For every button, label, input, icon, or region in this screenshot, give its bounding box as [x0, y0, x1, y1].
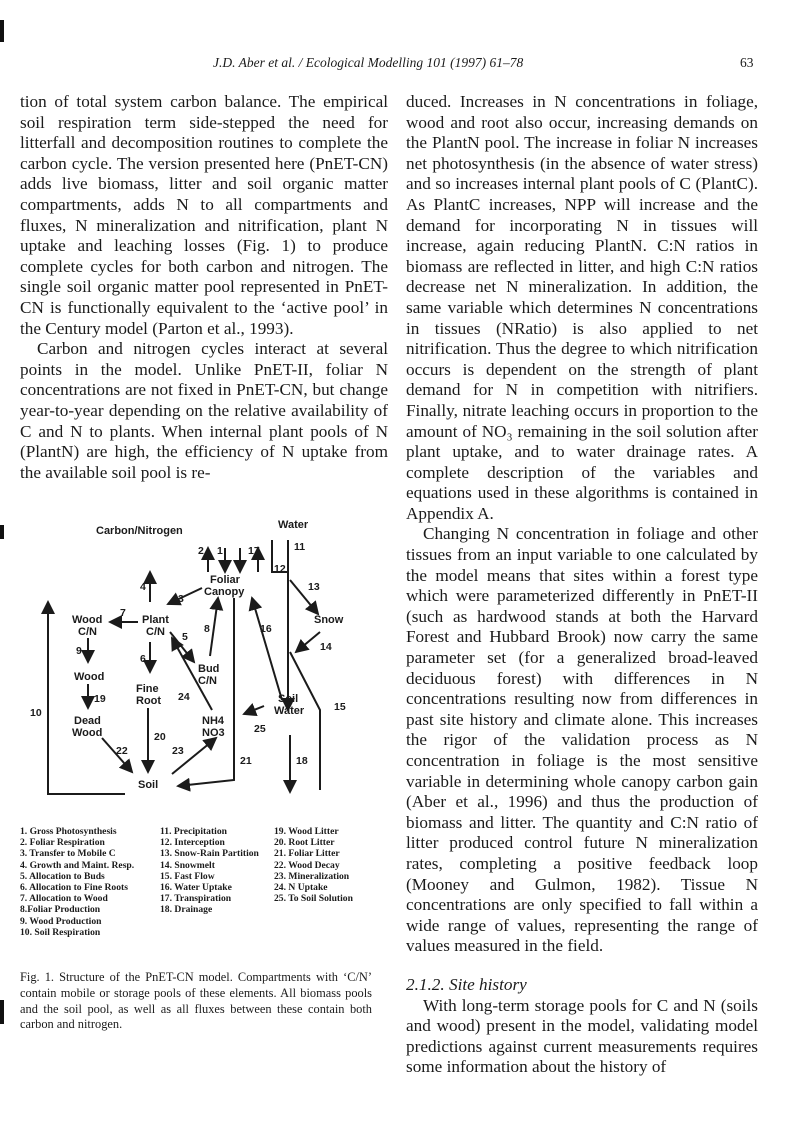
- svg-text:18: 18: [296, 755, 308, 767]
- legend-item: 21. Foliar Litter: [274, 848, 340, 860]
- legend-item: 2. Foliar Respiration: [20, 837, 105, 849]
- label-wood-cn-1: Wood: [72, 614, 103, 626]
- svg-text:24: 24: [178, 691, 190, 703]
- legend-item: 3. Transfer to Mobile C: [20, 848, 116, 860]
- legend-item: 19. Wood Litter: [274, 826, 339, 837]
- legend-col-1: [20, 826, 134, 938]
- svg-text:22: 22: [116, 745, 128, 757]
- scan-edge-mark: [0, 525, 4, 539]
- label-canopy: Canopy: [204, 586, 245, 598]
- svg-text:19: 19: [94, 693, 106, 705]
- arrow-3: [168, 588, 202, 604]
- svg-text:15: 15: [334, 701, 346, 713]
- svg-text:4: 4: [140, 581, 146, 593]
- label-snow: Snow: [314, 614, 344, 626]
- legend-item: 10. Soil Respiration: [20, 926, 101, 938]
- label-plant-cn-1: Plant: [142, 614, 169, 626]
- svg-text:11: 11: [294, 541, 306, 553]
- svg-text:9: 9: [76, 645, 82, 657]
- figure-caption: Fig. 1. Structure of the PnET-CN model. Compartments with ‘C/N’ contain mobile or storage pools of these elements. All biomass pools and the soil pool, as well as all fluxes between these contain both carbon and nitrogen.: [20, 970, 372, 1032]
- arrow-15: [290, 652, 320, 790]
- left-column: [20, 92, 388, 483]
- page-number: 63: [740, 55, 754, 70]
- legend-item: 5. Allocation to Buds: [20, 870, 105, 882]
- legend-item: 13. Snow-Rain Partition: [160, 848, 259, 860]
- arrow-8: [210, 598, 218, 656]
- legend-item: 12. Interception: [160, 837, 225, 849]
- label-wood-cn-2: C/N: [78, 626, 97, 638]
- svg-text:10: 10: [30, 707, 42, 719]
- legend-item: 7. Allocation to Wood: [20, 893, 108, 905]
- svg-text:17: 17: [248, 545, 260, 557]
- right-paragraph-2: Changing N concentration in foliage and other tissues from an input variable to one calculated by the model means that sites within a forest type which were parameterized differently in PnET-II (such as hardwood stands at both the Harvard Forest and Hubbard Brook) now carry the same parameter set (for a generalized broad-leaved deciduous forest) with differences in N concentrations resulting now from differences in past site history and climate alone. This increases the rigor of the validation process as N concentration in foliage is the most sensitive variable in determining whole canopy carbon gain (Aber et al., 1996) and thus the production of biomass and litter. The quantity and C:N ratio of litter produced control future N mineralization rates, completing a positive feedback loop (Mooney and Gulmon, 1982). Tissue N concentrations are only specified to fall within a wide range of values, representing the range of values measured in the field.: [406, 524, 758, 956]
- label-soil-water-2: Water: [274, 705, 305, 717]
- label-foliar: Foliar: [210, 574, 240, 586]
- label-dead-wood: Wood: [72, 727, 103, 739]
- label-no3: NO3: [202, 727, 225, 739]
- legend-item: 14. Snowmelt: [160, 859, 215, 871]
- legend-item: 25. To Soil Solution: [274, 893, 353, 905]
- figure-legend: [20, 826, 372, 951]
- legend-item: 24. N Uptake: [274, 882, 328, 894]
- legend-item: 17. Transpiration: [160, 893, 232, 905]
- svg-text:6: 6: [140, 653, 146, 665]
- label-fine: Fine: [136, 683, 159, 695]
- label-bud-2: C/N: [198, 675, 217, 687]
- legend-item: 6. Allocation to Fine Roots: [20, 882, 128, 894]
- svg-text:14: 14: [320, 641, 332, 653]
- label-nh4: NH4: [202, 715, 225, 727]
- legend-col-2: [160, 826, 259, 916]
- scan-edge-mark: [0, 1000, 4, 1024]
- legend-item: 23. Mineralization: [274, 870, 350, 882]
- legend-item: 20. Root Litter: [274, 837, 335, 849]
- legend-item: 18. Drainage: [160, 904, 213, 916]
- arrow-25: [244, 706, 264, 714]
- right-column: [406, 92, 758, 1078]
- pnet-cn-diagram: [20, 510, 372, 810]
- arrow-14: [296, 632, 320, 652]
- section-heading: 2.1.2. Site history: [406, 974, 527, 994]
- label-dead: Dead: [74, 715, 101, 727]
- legend-item: 16. Water Uptake: [160, 882, 232, 894]
- running-header: [0, 55, 804, 75]
- svg-text:7: 7: [120, 607, 126, 619]
- legend-item: 1. Gross Photosynthesis: [20, 826, 117, 837]
- svg-text:16: 16: [260, 623, 272, 635]
- svg-text:25: 25: [254, 723, 266, 735]
- legend-item: 9. Wood Production: [20, 915, 102, 927]
- right-paragraph-1: duced. Increases in N concentrations in foliage, wood and root also occur, increasing demands on the PlantN pool. The increase in foliar N increases net photosynthesis (in the absence of water stress) and so increases internal plant pools of C (PlantC). As PlantC increases, NPP will increase and the demand for incorporating N in tissues will increase, again reducing PlantN. C:N ratios in biomass are reflected in litter, and high C:N ratios decrease net N mineralization. In addition, the same variable which determines N concentrations in tissues (NRatio) is also applied to net nitrification. Thus the degree to which nitrification occurs is dependent on the strength of plant demand for N in competition with nitrifiers. Finally, nitrate leaching occurs in proportion to the amount of NO₃ remaining in the soil solution after plant uptake, and to water drainage rates. A complete description of the variables and equations used in these algorithms is contained in Appendix A.: [406, 92, 758, 523]
- legend-item: 15. Fast Flow: [160, 870, 215, 882]
- svg-text:1: 1: [217, 545, 223, 557]
- svg-text:5: 5: [182, 631, 188, 643]
- svg-text:12: 12: [274, 563, 286, 575]
- svg-text:2: 2: [198, 545, 204, 557]
- label-soil-water-1: Soil: [278, 693, 299, 705]
- label-soil: Soil: [138, 779, 159, 791]
- scan-edge-mark: [0, 20, 4, 42]
- label-plant-cn-2: C/N: [146, 626, 165, 638]
- label-root: Root: [136, 695, 162, 707]
- svg-text:21: 21: [240, 755, 252, 767]
- right-paragraph-3: With long-term storage pools for C and N (soils and wood) present in the model, validating model predictions against current measurements requires some information about the history of: [406, 995, 758, 1077]
- label-wood: Wood: [74, 671, 105, 683]
- svg-text:20: 20: [154, 731, 166, 743]
- legend-item: 8.Foliar Production: [20, 904, 101, 916]
- running-head: J.D. Aber et al. / Ecological Modelling 101 (1997) 61–78: [213, 55, 524, 70]
- arrow-16: [252, 598, 282, 700]
- label-carbon-nitrogen: Carbon/Nitrogen: [96, 525, 183, 537]
- legend-item: 22. Wood Decay: [274, 859, 340, 871]
- legend-item: 11. Precipitation: [160, 826, 227, 837]
- label-bud-1: Bud: [198, 663, 220, 675]
- svg-text:3: 3: [178, 593, 184, 605]
- svg-text:13: 13: [308, 581, 320, 593]
- svg-text:23: 23: [172, 745, 184, 757]
- left-paragraph-2: Carbon and nitrogen cycles interact at several points in the model. Unlike PnET-II, foliar N concentrations are not fixed in PnET-CN, but change year-to-year depending on the relative availability of C and N to plants. When internal plant pools of N (PlantN) are high, the efficiency of N uptake from the available soil pool is re-: [20, 339, 388, 482]
- left-paragraph-1: tion of total system carbon balance. The empirical soil respiration term side-stepped the need for litterfall and decomposition routines to complete the carbon cycle. The version presented here (PnET-CN) adds live biomass, litter and soil organic matter compartments, adds N to all compartments and fluxes, N mineralization and nitrification, plant N uptake and leaching losses (Fig. 1) to produce complete cycles for both carbon and nitrogen. The single soil organic matter pool represented in PnET-CN is functionally equivalent to the ‘active pool’ in the Century model (Parton et al., 1993).: [20, 92, 388, 338]
- legend-col-3: [274, 826, 353, 904]
- label-water: Water: [278, 519, 309, 531]
- legend-item: 4. Growth and Maint. Resp.: [20, 859, 135, 871]
- svg-text:8: 8: [204, 623, 210, 635]
